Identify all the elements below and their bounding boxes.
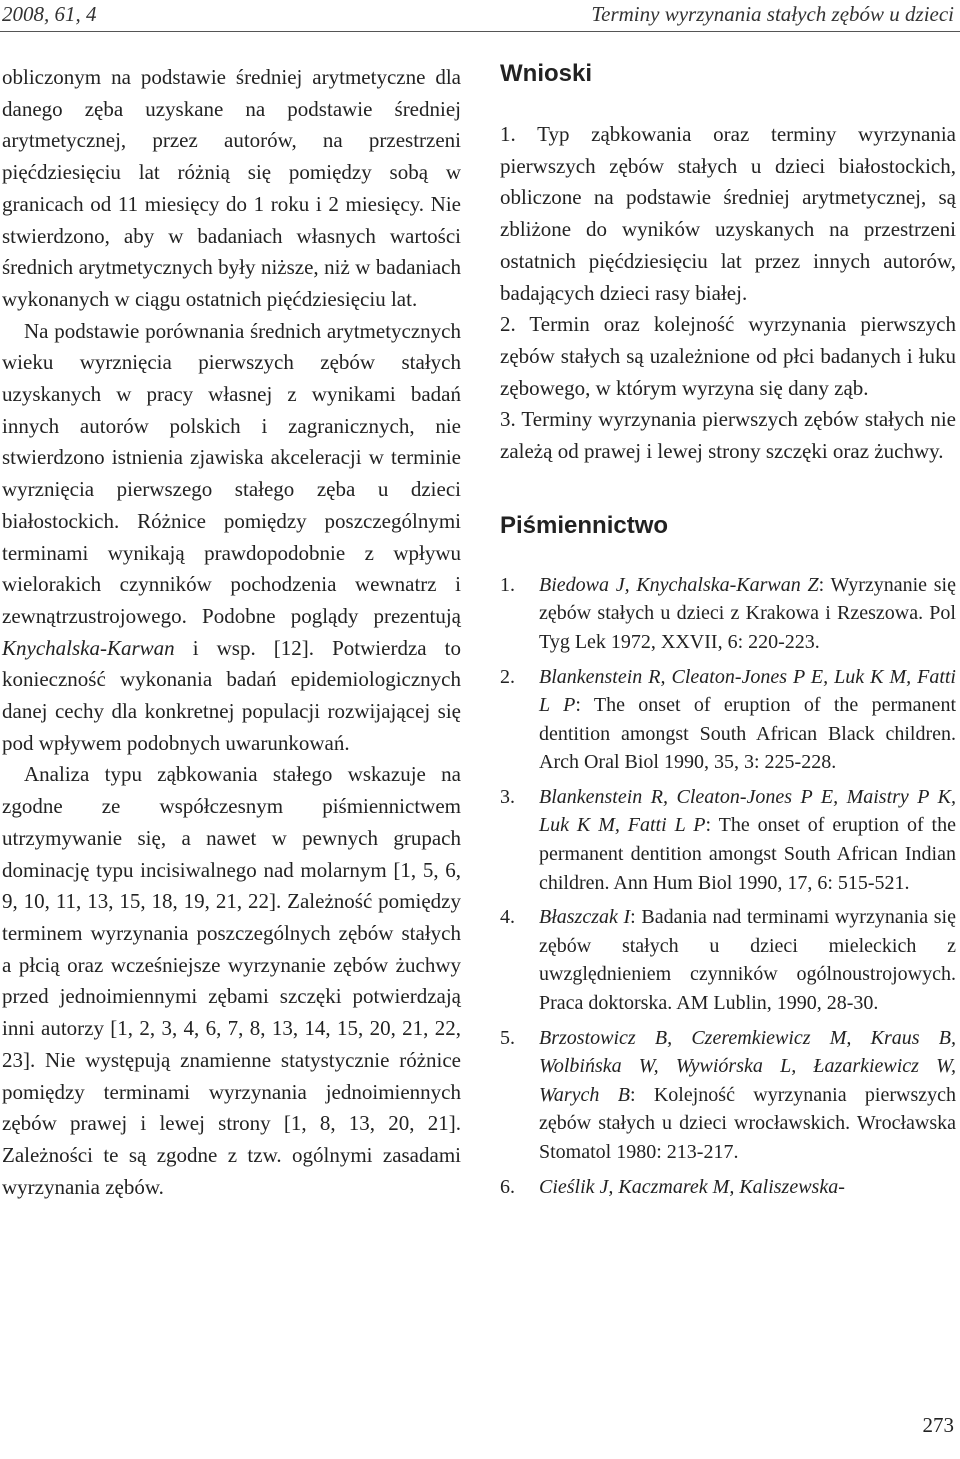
reference-text: : Badania nad terminami wyrzynania się zębów stałych u dzieci mieleckich z uwzględnieniem czynników ogólnoustrojowych. Praca doktorska. AM Lublin, 1990, 28-30.: [539, 906, 956, 1015]
conclusions-list: [500, 119, 956, 468]
reference-authors: Brzostowicz B, Czeremkiewicz M, Kraus B, Wolbińska W, Wywiórska L, Łazarkiewicz W, Warych B: [539, 1026, 956, 1106]
journal-reference: 2008, 61, 4: [2, 2, 97, 26]
running-title: Terminy wyrzynania stałych zębów u dzieci: [591, 2, 954, 26]
reference-text: : The onset of eruption of the permanent dentition amongst South African Black children. Arch Oral Biol 1990, 35, 3: 225-228.: [539, 694, 956, 774]
reference-text: : Kolejność wyrzynania pierwszych zębów stałych u dzieci wrocławskich. Wrocławska Stomatol 1980: 213-217.: [539, 1083, 957, 1164]
reference-authors: Blankenstein R, Cleaton-Jones P E, Luk K M, Fatti L P: [539, 665, 956, 717]
reference-item: [500, 571, 956, 657]
conclusion-item: 1. Typ ząbkowania oraz terminy wyrzynania pierwszych zębów stałych u dzieci białostockich, obliczone na podstawie średniej arytmetycznej, są zbliżone do wyników uzyskanych na przestrzeni ostatnich pięćdziesięciu lat przez innych autorów, badających dzieci rasy białej.: [500, 122, 956, 305]
references-heading: Piśmiennictwo: [500, 511, 669, 539]
conclusions-heading: Wnioski: [500, 60, 593, 87]
reference-item: [500, 783, 956, 897]
reference-number: 3.: [500, 785, 515, 808]
reference-authors: Blankenstein R, Cleaton-Jones P E, Maistry P K, Luk K M, Fatti L P: [539, 785, 956, 837]
reference-item: [500, 903, 956, 1017]
reference-number: 6.: [500, 1175, 515, 1198]
right-column: [500, 58, 956, 1207]
header-rule: [0, 31, 960, 32]
reference-authors: Biedowa J, Knychalska-Karwan Z: [539, 573, 819, 596]
references-list: [500, 571, 956, 1201]
paragraph-2: [2, 316, 461, 760]
paragraph-3: Analiza typu ząbkowania stałego wskazuje na zgodne ze współczesnym piśmiennictwem utrzymywanie się, a nawet w pewnych grupach dominację typu incisiwalnego nad molarnym [1, 5, 6, 9, 10, 11, 13, 15, 18, 19, 21, 22]. Zależność pomiędzy terminem wyrzynania poszczególnych zębów stałych a płcią oraz wcześniejsze wyrzynanie zębów żuchwy przed jednoimiennymi zębami szczęki potwierdzają inni autorzy [1, 2, 3, 4, 6, 7, 8, 13, 14, 15, 20, 21, 22, 23]. Nie występują znamienne statystycznie różnice pomiędzy terminami wyrzynania jednoimiennych zębów prawej i lewej strony [1, 8, 13, 20, 21]. Zależności te są zgodne z tzw. ogólnymi zasadami wyrzynania zębów.: [2, 762, 461, 1199]
reference-number: 4.: [500, 906, 515, 929]
reference-number: 1.: [500, 573, 515, 596]
reference-authors: Cieślik J, Kaczmarek M, Kaliszewska-: [539, 1175, 845, 1198]
left-column: [2, 62, 461, 1203]
paragraph-2-end: i wsp. [12]. Potwierdza to konieczność wykonania badań epidemiologicznych danej cechy dla konkretnej populacji rozwijającej się pod wpływem podobnych uwarunkowań.: [2, 635, 461, 755]
conclusion-item: 3. Terminy wyrzynania pierwszych zębów stałych nie zależą od prawej i lewej strony szczęki oraz żuchwy.: [500, 407, 956, 464]
reference-item: [500, 1173, 956, 1202]
reference-text: : Wyrzynanie się zębów stałych u dzieci z Krakowa i Rzeszowa. Pol Tyg Lek 1972, XXVII, 6: 220-223.: [539, 573, 956, 653]
paragraph-1: obliczonym na podstawie średniej arytmetyczne dla danego zęba uzyskane na podstawie średniej arytmetycznej, przez autorów, na przestrzeni pięćdziesięciu lat różnią się pomiędzy sobą w granicach od 11 miesięcy do 1 roku i 2 miesięcy. Nie stwierdzono, aby w badaniach własnych wartości średnich arytmetycznych były niższe, niż w badaniach wykonanych w ciągu ostatnich pięćdziesięciu lat.: [2, 65, 461, 311]
paragraph-2-start: Na podstawie porównania średnich arytmetycznych wieku wyrznięcia pierwszych zębów stałych uzyskanych w pracy własnej z wynikami badań innych autorów polskich i zagranicznych, nie stwierdzono istnienia zjawiska akceleracji w terminie wyrznięcia pierwszego stałego zęba u dzieci białostockich. Różnice pomiędzy poszczególnymi terminami wynikają prawdopodobnie z wpływu wielorakich czynników pochodzenia wewnatrz i zewnątrzustrojowego. Podobne poglądy prezentują: [2, 318, 461, 628]
reference-authors: Błaszczak I: [539, 906, 631, 929]
reference-text: : The onset of eruption of the permanent dentition amongst South African Indian children. Ann Hum Biol 1990, 17, 6: 515-521.: [539, 814, 956, 894]
reference-item: [500, 1024, 956, 1167]
cited-author: Knychalska-Karwan: [2, 635, 175, 660]
page-number: 273: [922, 1413, 954, 1437]
reference-number: 2.: [500, 665, 515, 688]
conclusion-item: 2. Termin oraz kolejność wyrzynania pierwszych zębów stałych są uzależnione od płci badanych i łuku zębowego, w którym wyrzyna się dany ząb.: [500, 312, 956, 400]
reference-item: [500, 663, 956, 777]
reference-number: 5.: [500, 1026, 515, 1049]
